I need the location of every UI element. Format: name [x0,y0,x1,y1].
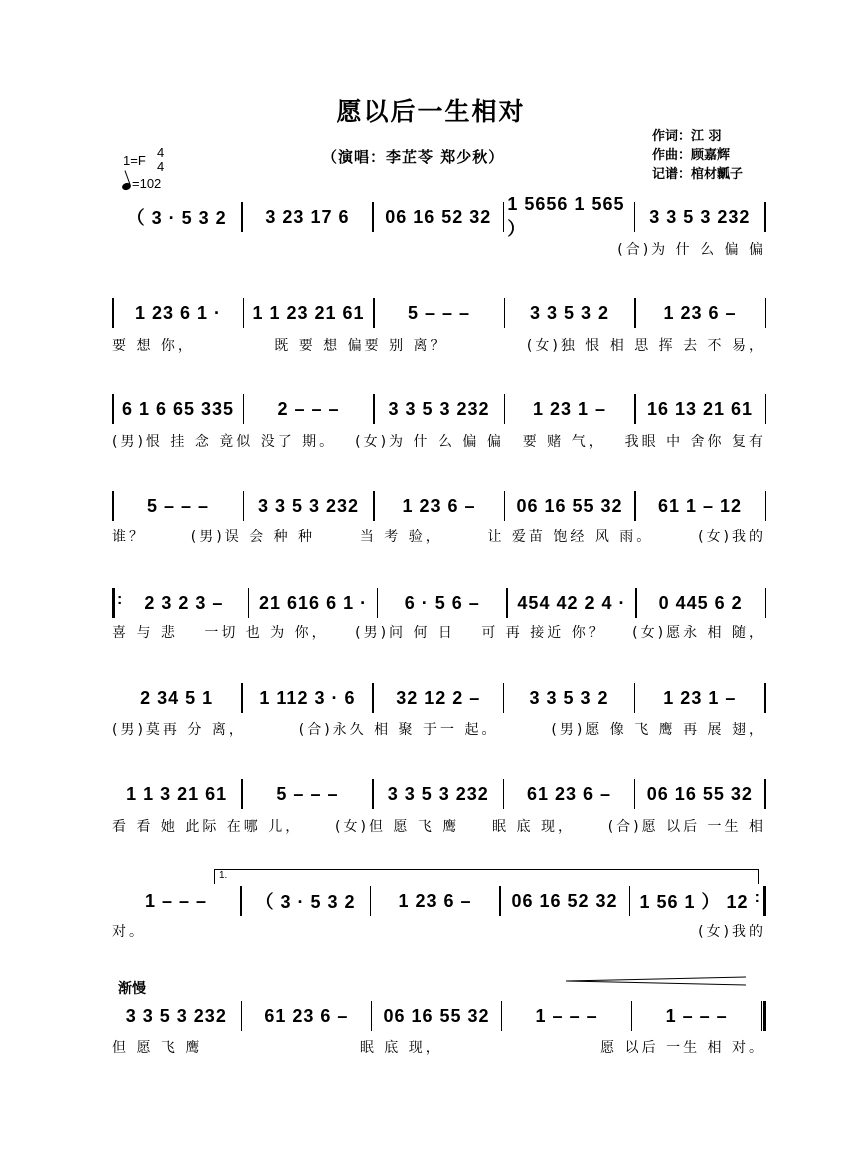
measure: 1 5656 1 565 ） [507,193,625,239]
credits [652,127,743,184]
tempo-mark: 渐慢 [118,981,146,997]
measure: （ 3 · 5 3 2 [126,208,227,228]
lyric-segment: (女)为 什 么 偏 偏 [355,434,504,450]
lyric-segment: (男)误 会 种 种 [190,529,316,545]
measure: 1 23 6 1 · [134,302,222,323]
measure: 5 – – – [407,302,471,323]
barline [764,202,766,232]
measure: 1 56 1 ） 12 [639,892,749,912]
measure: 3 3 5 3 232 [257,495,360,516]
measure: 32 12 2 – [396,687,481,708]
lyrics-line [112,718,766,740]
lyric-segment: (女)独 恨 相 思 挥 去 不 易， [526,338,766,354]
lyric-segment: 既 要 想 偏要 别 离？ [274,338,448,354]
measure: 2 – – – [277,398,340,419]
lyric-segment: 我眼 中 舍你 复有 [624,434,766,450]
lyricist: 作词：江 羽 [652,129,722,144]
lyrics-line [112,1036,766,1058]
measure: 06 16 52 32 [511,890,618,911]
lyric-segment: 喜 与 悲 [112,625,178,641]
lyrics-line [112,238,766,260]
barline [758,886,766,916]
barline [112,588,120,618]
singers: （演唱：李芷苓 郑少秋） [322,148,505,166]
measure: 5 – – – [276,783,339,804]
measure: 3 3 5 3 232 [387,783,489,804]
measure: （ 3 · 5 3 2 [255,892,356,912]
lyric-segment: 对。 [112,924,146,940]
barline [765,394,767,424]
decrescendo-mark [566,976,746,986]
notation-line [112,489,766,523]
measure: 16 13 21 61 [646,398,754,419]
measure: 3 3 5 3 2 [529,302,610,323]
notation-line [112,296,766,330]
barline [764,779,766,809]
notation-line [112,884,766,918]
lyric-segment: 当 考 验， [359,529,443,545]
measure: 3 3 5 3 232 [125,1005,227,1026]
measure: 1 23 1 – [663,687,737,708]
measure: 1 – – – [665,1005,728,1026]
measure: 21 616 6 1 · [259,592,368,613]
lyric-segment: 看 看 她 此际 在哪 儿， [112,819,303,835]
measure: 3 23 17 6 [265,206,350,227]
transcriber: 记谱：棺材瓤子 [652,167,744,182]
lyric-segment: 要 想 你， [112,338,195,354]
measure: 61 1 – 12 [657,495,743,516]
measure: 1 – – – [144,890,208,911]
measure: 06 16 55 32 [646,783,753,804]
measure: 1 23 6 – [398,890,472,911]
lyrics-line [112,621,766,643]
lyric-segment: (合)为 什 么 偏 偏 [617,242,766,258]
lyrics-line [112,525,766,547]
lyric-segment: (男)莫再 分 离， [112,722,246,738]
notation-line [112,586,766,620]
barline [764,683,766,713]
lyric-segment: 眠 底 现， [359,1040,443,1056]
lyric-segment: (女)愿永 相 随， [632,625,766,641]
measure: 6 · 5 6 – [404,592,480,613]
lyric-segment: (女)但 愿 飞 鹰 [335,819,460,835]
lyrics-line [112,334,766,356]
measure: 454 42 2 4 · [517,592,626,613]
lyrics-line [112,920,766,942]
lyric-segment: (合)永久 相 聚 于一 起。 [298,722,499,738]
measure: 1 112 3 · 6 [259,687,356,708]
measure: 5 – – – [146,495,210,516]
notation-line [112,777,766,811]
barline [765,298,767,328]
measure: 1 23 6 – [663,302,737,323]
time-signature-bottom: 4 [157,159,165,174]
measure: 6 1 6 65 335 [121,398,235,419]
volta-bracket [214,869,759,884]
measure: 1 23 1 – [532,398,607,419]
lyric-segment: 可 再 接近 你？ [481,625,606,641]
measure: 61 23 6 – [527,783,612,804]
lyric-segment: 一切 也 为 你， [204,625,329,641]
measure: 1 1 23 21 61 [252,302,365,323]
measure: 3 3 5 3 232 [388,398,490,419]
lyric-segment: (女)我的 [698,529,766,545]
measure: 06 16 52 32 [385,206,492,227]
composer: 作曲：顾嘉辉 [652,148,731,163]
time-signature [157,146,164,174]
lyrics-line [112,815,766,837]
tempo [122,176,161,191]
lyric-segment: (男)问 何 日 [355,625,455,641]
lyric-segment: (合)愿 以后 一生 相 [607,819,766,835]
measure: 06 16 55 32 [383,1005,490,1026]
notation-line [112,193,766,239]
lyric-segment: (男)恨 挂 念 竟似 没了 期。 [112,434,337,450]
barline [761,1001,766,1031]
measure: 1 23 6 – [402,495,476,516]
lyric-segment: 眠 底 现， [492,819,575,835]
measure: 0 445 6 2 [658,592,743,613]
measure: 1 1 3 21 61 [126,783,228,804]
notation-line [112,392,766,426]
measure: 06 16 55 32 [516,495,623,516]
lyric-segment: 让 爱苗 饱经 风 雨。 [487,529,654,545]
time-signature-top: 4 [157,145,165,160]
lyrics-line [112,430,766,452]
measure: 3 3 5 3 232 [649,206,751,227]
lyric-segment: 愿 以后 一生 相 对。 [600,1040,766,1056]
lyric-segment: 谁？ [112,529,146,545]
quarter-note-icon [121,182,132,192]
barline [765,588,767,618]
song-title: 愿以后一生相对 [336,97,526,126]
volta-label: 1. [219,870,228,881]
notation-line [112,999,766,1033]
measure: 1 – – – [535,1005,598,1026]
measure: 3 3 5 3 2 [529,687,609,708]
notation-line [112,681,766,715]
lyric-segment: (女)我的 [698,924,766,940]
key-signature: 1=F [123,153,146,168]
measure: 61 23 6 – [264,1005,349,1026]
lyric-segment: 要 赌 气， [522,434,606,450]
measure: 2 34 5 1 [140,687,214,708]
barline [765,491,767,521]
tempo-value: =102 [132,176,162,191]
lyric-segment: 但 愿 飞 鹰 [112,1040,203,1056]
lyric-segment: (男)愿 像 飞 鹰 再 展 翅， [551,722,766,738]
measure: 2 3 2 3 – [144,592,224,613]
